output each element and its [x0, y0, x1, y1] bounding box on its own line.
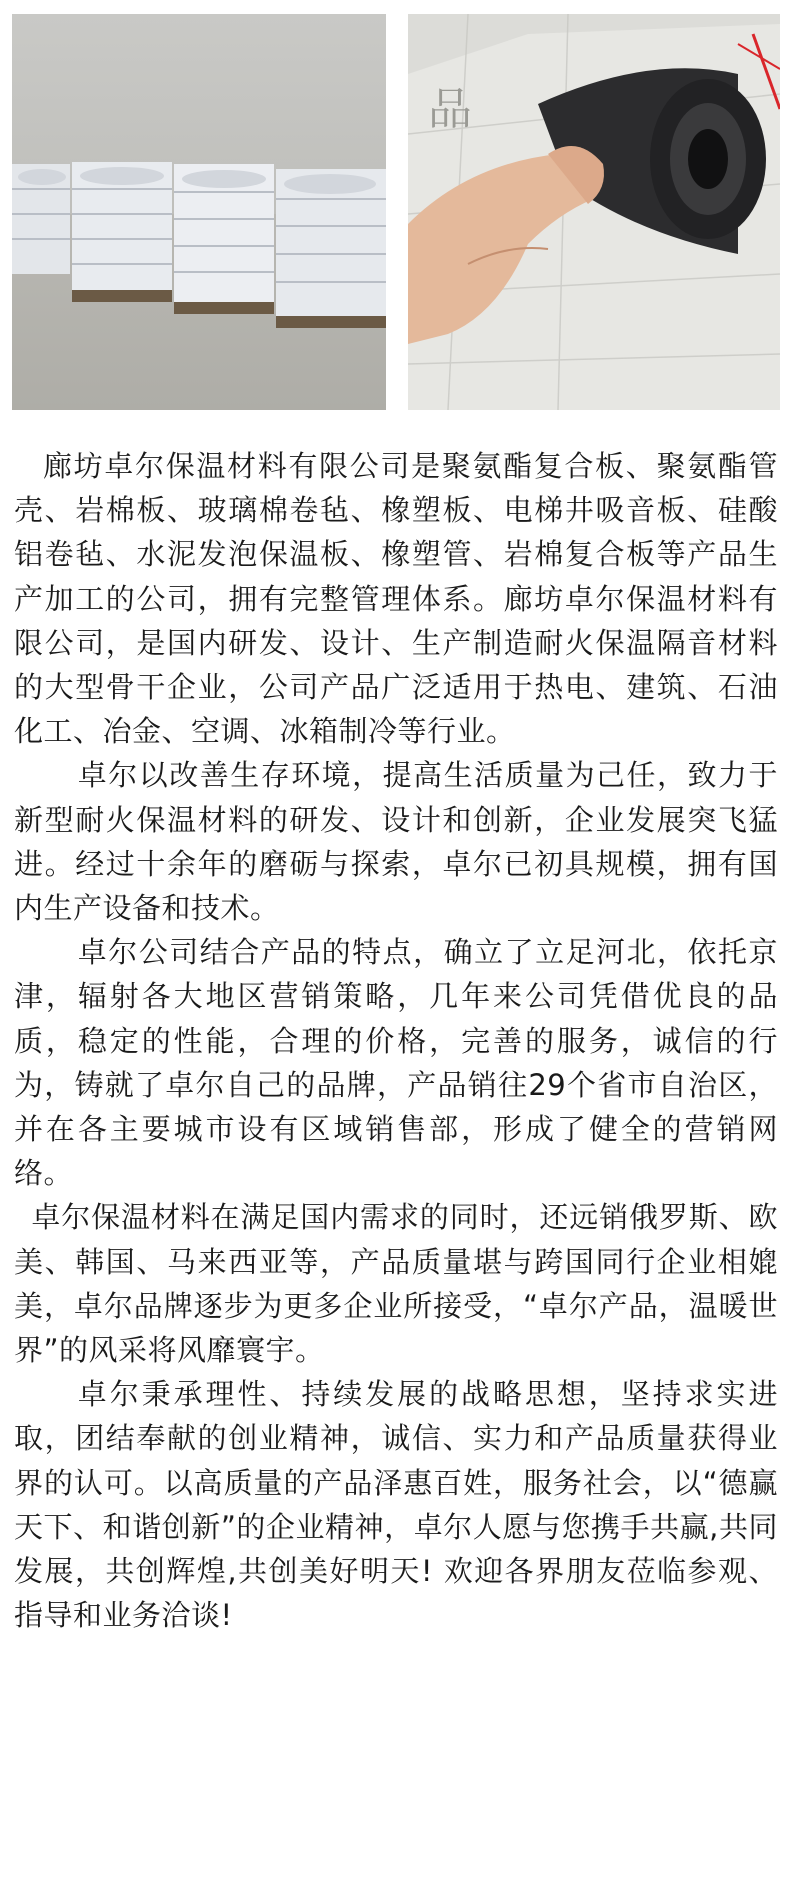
foam-roll-illustration	[408, 14, 780, 410]
svg-text:品: 品	[428, 84, 472, 135]
company-introduction	[14, 444, 778, 1637]
warehouse-illustration	[12, 14, 386, 410]
intro-paragraph: 廊坊卓尔保温材料有限公司是聚氨酯复合板、聚氨酯管壳、岩棉板、玻璃棉卷毡、橡塑板、电梯井吸音板、硅酸铝卷毡、水泥发泡保温板、橡塑管、岩棉复合板等产品生产加工的公司，拥有完整管理体系。廊坊卓尔保温材料有限公司，是国内研发、设计、生产制造耐火保温隔音材料的大型骨干企业，公司产品广泛适用于热电、建筑、石油化工、冶金、空调、冰箱制冷等行业。	[14, 449, 778, 749]
warehouse-photo	[12, 14, 386, 410]
mission-paragraph: 卓尔以改善生存环境，提高生活质量为己任，致力于新型耐火保温材料的研发、设计和创新，企业发展突飞猛进。经过十余年的磨砺与探索，卓尔已初具规模，拥有国内生产设备和技术。	[14, 758, 778, 926]
export-paragraph: 卓尔保温材料在满足国内需求的同时，还远销俄罗斯、欧美、韩国、马来西亚等，产品质量堪与跨国同行企业相媲美，卓尔品牌逐步为更多企业所接受，“卓尔产品，温暖世界”的风采将风靡寰宇。	[14, 1200, 778, 1368]
philosophy-paragraph: 卓尔秉承理性、持续发展的战略思想，坚持求实进取，团结奉献的创业精神，诚信、实力和产品质量获得业界的认可。以高质量的产品泽惠百姓，服务社会，以“德赢天下、和谐创新”的企业精神，卓尔人愿与您携手共赢,共同发展，共创辉煌,共创美好明天! 欢迎各界朋友莅临参观、指导和业务洽谈!	[14, 1377, 778, 1633]
marketing-paragraph: 卓尔公司结合产品的特点，确立了立足河北，依托京津，辐射各大地区营销策略，几年来公司凭借优良的品质，稳定的性能，合理的价格，完善的服务，诚信的行为，铸就了卓尔自己的品牌，产品销往29个省市自治区，并在各主要城市设有区域销售部，形成了健全的营销网络。	[14, 935, 778, 1191]
foam-roll-photo	[408, 14, 780, 410]
product-photo-row	[12, 14, 778, 410]
